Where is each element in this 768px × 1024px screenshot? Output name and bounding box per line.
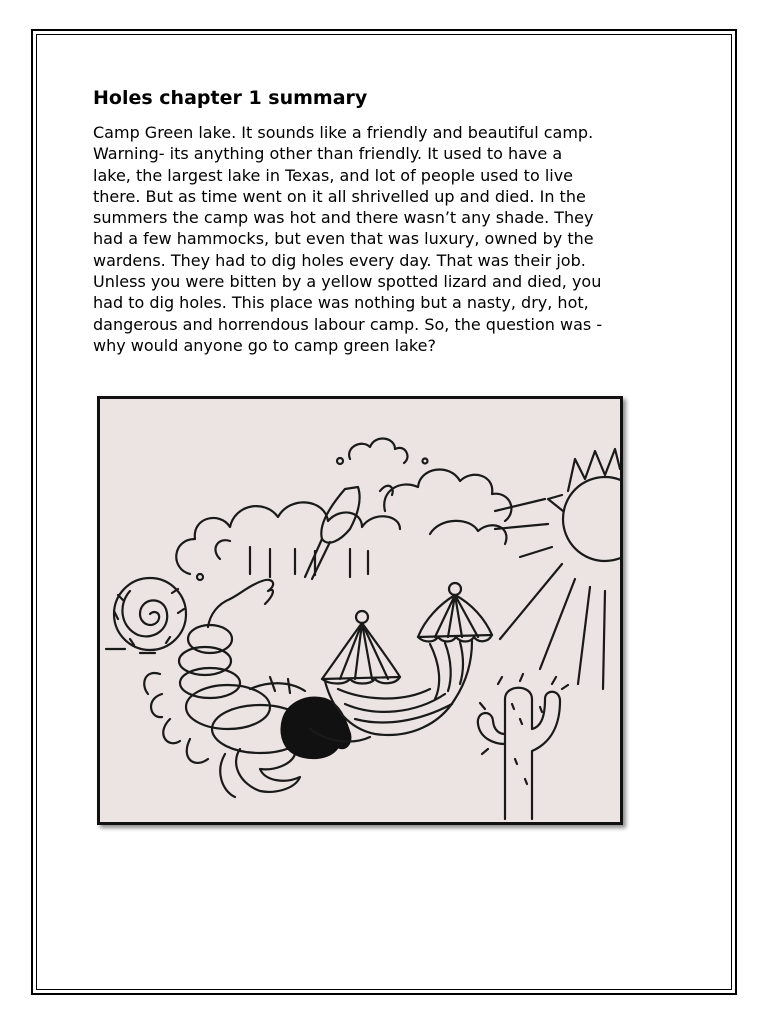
hole-shadow — [282, 698, 351, 758]
shovel-drawing — [305, 487, 360, 579]
camp-drawing — [100, 399, 620, 822]
sun-drawing — [495, 449, 620, 689]
summary-paragraph: Camp Green lake. It sounds like a friendly and beautiful camp. Warning- its anything other than friendly. It used to have a lake, the largest lake in Texas, and lot of people used to live there. But as time went on it all shrivelled up and died. In the summers the camp was hot and there wasn’t any shade. They had a few hammocks, but even that was luxury, owned by the wardens. They had to dig holes every day. That was their job. Unless you were bitten by a yellow spotted lizard and died, you had to dig holes. This place was nothing but a nasty, dry, hot, dangerous and horrendous labour camp. So, the question was - why would anyone go to camp green lake? — [93, 123, 603, 355]
cactus-drawing — [478, 674, 568, 819]
cloud-drawing — [176, 439, 511, 580]
document-title: Holes chapter 1 summary — [93, 87, 368, 109]
illustration-frame — [97, 396, 623, 825]
tumbleweed-drawing — [106, 578, 186, 653]
scorpion-drawing — [144, 580, 308, 797]
